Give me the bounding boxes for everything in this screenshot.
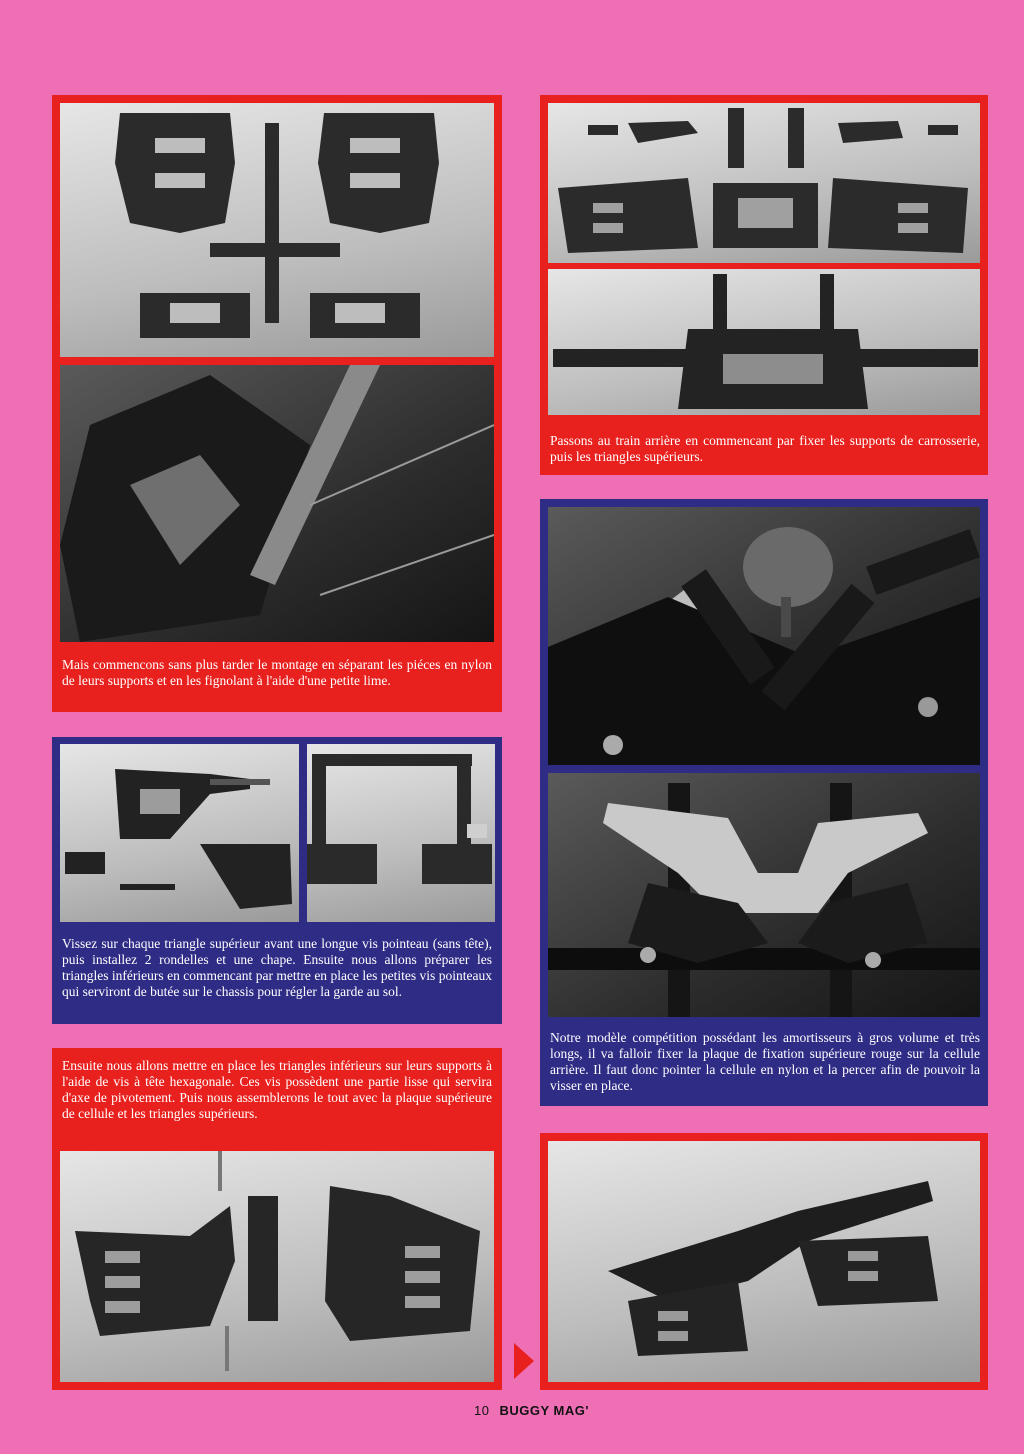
caption-top-left: Mais commencons sans plus tarder le montage en séparant les piéces en nylon de leurs supports et en les fignolant à l'aide d'une petite lime.: [62, 657, 492, 688]
magazine-name: BUGGY MAG': [499, 1403, 589, 1418]
photo-filing-part: [60, 365, 494, 642]
panel-shock-plate: [540, 499, 988, 1106]
caption-bottom-left: Ensuite nous allons mettre en place les triangles inférieurs sur leurs supports à l'aide de vis à tête hexagonale. Ces vis possèdent une partie lisse qui servira d'axe de pivotement. Puis nous assemblerons le tout avec la plaque supérieure de cellule et les triangles supérieurs.: [62, 1058, 492, 1121]
photo-lower-triangle-parts: [60, 1151, 494, 1382]
photo-rear-assembly-complete: [548, 1141, 980, 1382]
photo-lower-triangle-stops: [307, 744, 495, 922]
panel-lower-triangles: [52, 1048, 502, 1390]
page-number: 10: [474, 1403, 490, 1418]
photo-upper-triangle-screws: [60, 744, 299, 922]
caption-middle-right: Notre modèle compétition possédant les amortisseurs à gros volume et très longs, il va falloir fixer la plaque de fixation supérieure rouge sur la cellule arrière. Il faut donc pointer la cellule en nylon et la percer afin de pouvoir la visser en place.: [550, 1030, 980, 1093]
photo-rear-cell-assembled: [548, 269, 980, 415]
panel-parts-separation: [52, 95, 502, 712]
panel-rear-assembly: [540, 1133, 988, 1390]
panel-rear-train: [540, 95, 988, 475]
caption-middle-left: Vissez sur chaque triangle supérieur avant une longue vis pointeau (sans tête), puis installez 2 rondelles et une chape. Ensuite nous allons préparer les triangles inférieurs en commencant par mettre en place les petites vis pointeaux qui serviront de butée sur le chassis pour régler la garde au sol.: [62, 936, 492, 999]
photo-drilling-cell: [548, 507, 980, 765]
photo-rear-parts-layout: [548, 103, 980, 263]
caption-top-right: Passons au train arrière en commencant par fixer les supports de carrosserie, puis les triangles supérieurs.: [550, 433, 980, 464]
photo-nylon-parts-sprue: [60, 103, 494, 357]
panel-upper-triangles: [52, 737, 502, 1024]
photo-shock-plate-mounted: [548, 773, 980, 1017]
page-footer: [474, 1403, 589, 1418]
continue-arrow-icon: [514, 1343, 534, 1379]
